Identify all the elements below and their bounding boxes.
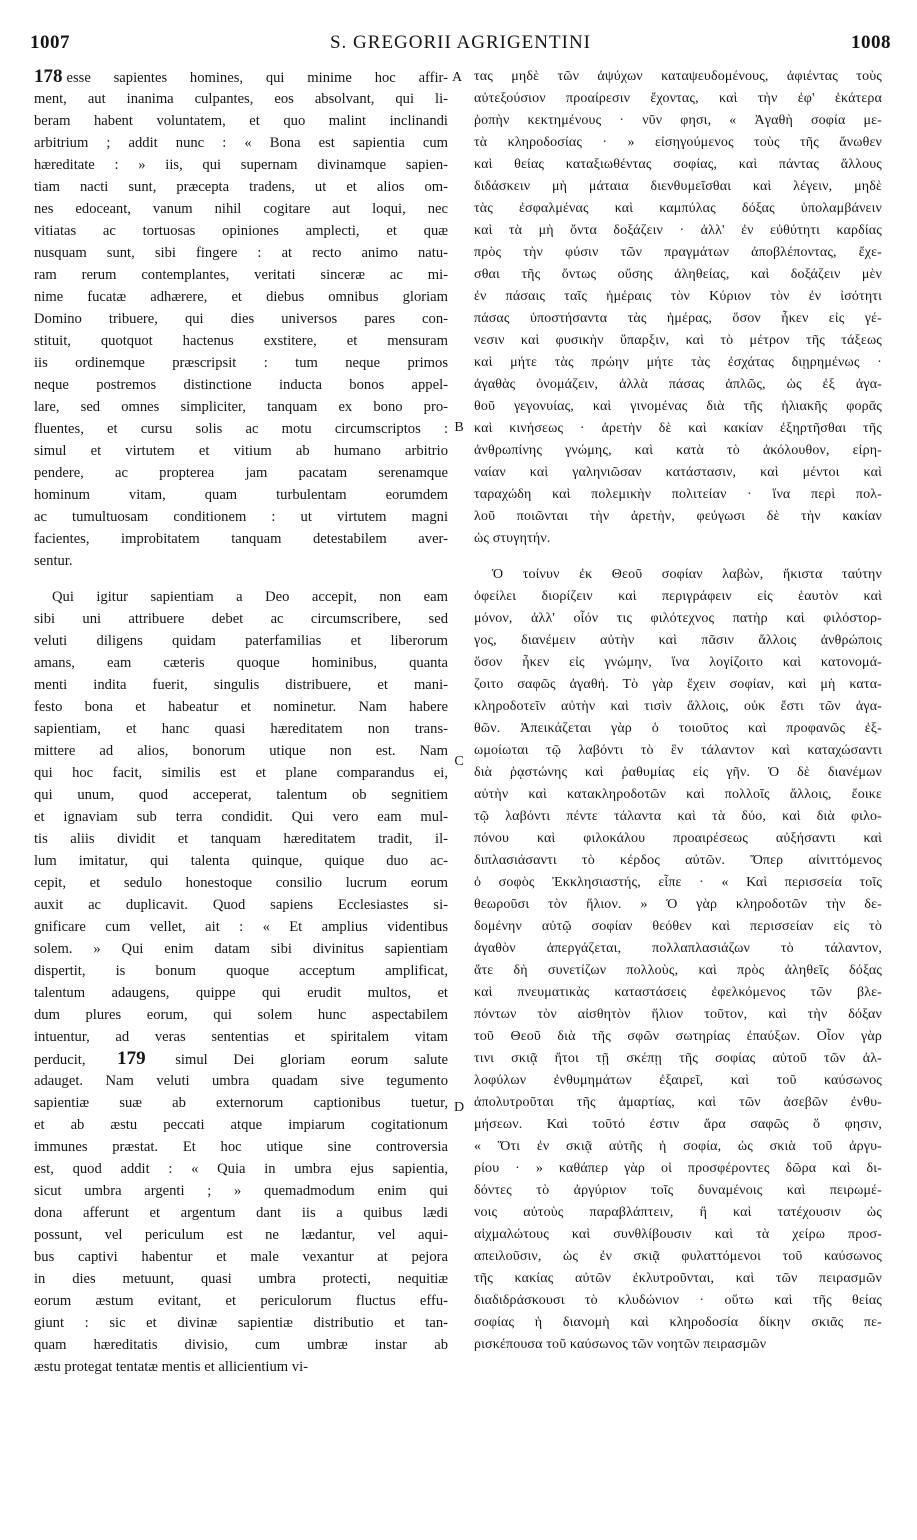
- latin-line: sibi uni attribuere debet ac circumscribere, sed: [34, 611, 448, 627]
- latin-line: immunes præstat. Et hoc utique sine controversia: [34, 1139, 448, 1155]
- latin-line: sapientiam, et hanc quasi hæreditatem non trans-: [34, 721, 448, 737]
- latin-line: in dies metuunt, quasi umbra protecti, nequitiæ: [34, 1271, 448, 1287]
- latin-line: hæreditate : » iis, qui supernam divinamque sapien-: [34, 157, 448, 173]
- latin-line: ment, aut inanima culpantes, eos absolvant, qui li-: [34, 91, 448, 107]
- latin-line: dona afferunt et argentum dant iis a quibus lædi: [34, 1205, 448, 1221]
- latin-line: qui unum, quod acceperat, talentum ob segnitiem: [34, 787, 448, 803]
- greek-line: τῷ λαβόντι πέντε τάλαντα καὶ τὰ δύο, καὶ διὰ φιλο-: [474, 809, 882, 824]
- left-page-number: 1007: [30, 32, 70, 53]
- greek-line: πόντων τὸν αἰσθητὸν ἥλιον τοῦτον, καὶ τὴν δόξαν: [474, 1007, 882, 1022]
- latin-line: pendere, ac propterea jam pacatam serenamque: [34, 465, 448, 481]
- latin-column: [34, 66, 448, 1378]
- right-page-number: 1008: [851, 32, 891, 53]
- latin-line: et ignaviam sub terra condidit. Qui vero eam mul-: [34, 809, 448, 825]
- section-marker-a: A: [451, 70, 463, 85]
- greek-line: ζοιτο σαφῶς ἀγαθή. Τὸ γὰρ ἔχειν σοφίαν, καὶ μὴ κατα-: [474, 677, 882, 692]
- greek-line: διαδιδράσκουσι τὸ κλυδώνιον · οὕτω καὶ τῆς θείας: [474, 1293, 882, 1308]
- latin-line: arbitrium ; addit nunc : « Bona est sapientia cum: [34, 135, 448, 151]
- greek-line: ῥοπὴν κεκτημένους · νῦν φησι, « Ἀγαθὴ σοφία με-: [474, 113, 882, 128]
- greek-line: τινι σκιᾷ ἤτοι τῇ σκέπῃ τῆς σοφίας αὐτοῦ τῶν ἀλ-: [474, 1051, 882, 1066]
- greek-line: σοφίας ἡ διανομὴ καὶ κληροδοσία δίκην σκιᾶς πε-: [474, 1315, 882, 1330]
- greek-line: ὀφείλει διορίζειν καὶ περιγράφειν εἰς ἑαυτὸν καὶ: [474, 589, 882, 604]
- greek-line: τὰ κληροδοσίας · » εἰσηγούμενος τοὺς τῆς ἄνωθεν: [474, 135, 882, 150]
- greek-line: ταραχώδη καὶ πολεμικὴν πολιτείαν · ἵνα περὶ πολ-: [474, 487, 882, 502]
- greek-line: αὐτὴν καὶ κατακληροδοτῶν καὶ πολλοῖς ἄλλοις, ἔοικε: [474, 787, 882, 802]
- running-title: S. GREGORII AGRIGENTINI: [329, 32, 591, 53]
- greek-line: πρὸς τὴν φύσιν τῶν πραγμάτων ἀποβλέποντας, ἔχε-: [474, 245, 882, 260]
- latin-line: ac tumultuosam conditionem : ut virtutem magni: [34, 509, 448, 525]
- greek-line: γος, διανέμειν αὐτὴν καὶ πᾶσιν ἄλλοις ἀνθρώποις: [474, 633, 882, 648]
- latin-line: sicut umbra argenti ; » quemadmodum enim qui: [34, 1183, 448, 1199]
- paragraph-gap: [474, 550, 882, 564]
- latin-line: cepit, et sedulo honestoque consilio lucrum eorum: [34, 875, 448, 891]
- greek-line: καὶ μήτε τὰς πρώην μήτε τὰς ἐσχάτας διῃρημένως ·: [474, 355, 882, 370]
- greek-line: καὶ τὰ μὴ ὄντα δοξάζειν · ἀλλ' ἐν εὐθύτητι καρδίας: [474, 223, 882, 238]
- greek-line: ἅτε δὴ συνετίζων πολλοὺς, καὶ πρὸς ἀληθεῖς δόξας: [474, 963, 882, 978]
- column-number: 179: [117, 1048, 146, 1069]
- greek-line: διδάσκειν μὴ μάταια διενθυμεῖσθαι καὶ λέγειν, μηδὲ: [474, 179, 882, 194]
- latin-line: sapientiæ suæ ab externorum captionibus tuetur,: [34, 1095, 448, 1111]
- greek-line: ναίαν καὶ γαληνιῶσαν κατάστασιν, καὶ μέντοι καὶ: [474, 465, 882, 480]
- greek-line: καὶ θείας καταξιωθέντας σοφίας, καὶ πάντας ἄλλους: [474, 157, 882, 172]
- latin-line: fluentes, et cursu solis ac motu circumscriptos :: [34, 421, 448, 437]
- greek-line: τας μηδὲ τῶν ἀψύχων καταψευδομένους, ἀφιέντας τοὺς: [474, 69, 882, 84]
- greek-line: θῶν. Ἀπεικάζεται γὰρ ὁ τοιοῦτος καὶ προφανῶς ἐξ-: [474, 721, 882, 736]
- latin-line: qui hoc facit, similis est et plane comparandus ei,: [34, 765, 448, 781]
- greek-line: ωμοίωται τῷ λαβόντι τὸ ἓν τάλαντον καὶ καταχώσαντι: [474, 743, 882, 758]
- greek-line: θοῦ γεγονυίας, καὶ γινομένας διὰ τῆς ἡλιακῆς φορᾶς: [474, 399, 882, 414]
- greek-line: καὶ πνευματικὰς καταστάσεις ἐφελκόμενος τῶν βλε-: [474, 985, 882, 1000]
- latin-line: sentur.: [34, 553, 73, 569]
- latin-line: nusquam sunt, sibi fingere : at recto animo natu-: [34, 245, 448, 261]
- latin-line: gnificare cum vellet, ait : « Et amplius videntibus: [34, 919, 448, 935]
- latin-line: nes edoceant, vanum nihil cogitare aut loqui, nec: [34, 201, 448, 217]
- latin-line-text: simul Dei gloriam eorum salute: [175, 1052, 448, 1068]
- greek-line: μήσεων. Καὶ τοῦτό ἐστιν ἄρα σαφῶς ὅ φησιν,: [474, 1117, 882, 1132]
- latin-line: neque postremos distinctione inducta bonos appel-: [34, 377, 448, 393]
- column-number: 178: [34, 66, 63, 87]
- latin-line: adauget. Nam veluti umbra quadam sive tegumento: [34, 1073, 448, 1089]
- latin-line: est, quod addit : « Quia in umbra ejus sapientia,: [34, 1161, 448, 1177]
- greek-line: ρισκέπουσα τοῦ καύσωνος τῶν νοητῶν πειρασμῶν: [474, 1337, 767, 1352]
- greek-line: τῆς κακίας αὐτῶν ἐκλυτροῦνται, καὶ τῶν πειρασμῶν: [474, 1271, 882, 1286]
- greek-line: λοῦ ποιῶνται τὴν ἀρετὴν, φεύγωσι δὲ τὴν κακίαν: [474, 509, 882, 524]
- greek-line: ἀγαθὸν ἀπεργάζεται, πολλαπλασιάζων τὸ τάλαντον,: [474, 941, 882, 956]
- greek-line: πάσας ὑποστήσαντα τὰς ἡμέρας, ὅσον ἦκεν εἰς γέ-: [474, 311, 882, 326]
- latin-line: Qui igitur sapientiam a Deo accepit, non eam: [52, 589, 448, 605]
- latin-line: festo bona et habeatur et nominetur. Nam habere: [34, 699, 448, 715]
- paragraph-gap: [34, 572, 448, 586]
- greek-line: αὐτεξούσιον προαίρεσιν ἔχοντας, καὶ τὴν ἐφ' ἑκάτερα: [474, 91, 882, 106]
- section-marker-b: B: [454, 420, 464, 435]
- latin-line: dum plures eorum, qui solem hunc aspectabilem: [34, 1007, 448, 1023]
- section-marker-d: D: [453, 1100, 465, 1115]
- greek-line: αἰχμαλώτους καὶ συνθλίβουσιν καὶ τὰ χείρω προσ-: [474, 1227, 882, 1242]
- latin-line: [34, 1048, 448, 1070]
- greek-line: απειλοῦσιν, ὡς ἐν σκιᾷ φυλαττόμενοι τοῦ καύσωνος: [474, 1249, 882, 1264]
- latin-line: simul et virtutem et vitium ab humano arbitrio: [34, 443, 448, 459]
- greek-line: ὅσον ἦκεν εἰς γνώμην, ἵνα λογίζοιτο καὶ κατονομά-: [474, 655, 882, 670]
- latin-line: talentum adaugens, quippe qui erudit multos, et: [34, 985, 448, 1001]
- latin-line: nime fucatæ adhærere, et diebus omnibus gloriam: [34, 289, 448, 305]
- latin-line: Domino tribuere, qui dies universos pares con-: [34, 311, 448, 327]
- latin-line: tiam nacti sunt, præcepta tradens, ut et alios om-: [34, 179, 448, 195]
- greek-line: τὰς ἐσφαλμένας καὶ καμπύλας δόξας ὑπολαμβάνειν: [474, 201, 882, 216]
- latin-line: beram habent voluntatem, et quo malint inclinandi: [34, 113, 448, 129]
- greek-line: « Ὅτι ἐν σκιᾷ αὐτῆς ἡ σοφία, ὡς σκιὰ τοῦ ἀργυ-: [474, 1139, 882, 1154]
- latin-line: amans, eam cæteris quoque hominibus, quanta: [34, 655, 448, 671]
- greek-line: ὁ σοφὸς Ἐκκλησιαστής, εἶπε · « Καὶ περισσεία τοῖς: [474, 875, 882, 890]
- greek-line: νοις αὐτοὺς παραβλάπτειν, ἢ καὶ τατέχουσιν ὡς: [474, 1205, 882, 1220]
- latin-line: auxit ac duplicavit. Quod sapiens Ecclesiastes si-: [34, 897, 448, 913]
- greek-line: διὰ ῥᾳστώνης καὶ ῥαθυμίας εἰς γῆν. Ὁ δὲ διανέμων: [474, 765, 882, 780]
- greek-line: ἀπολυτροῦται τῆς ἁμαρτίας, καὶ τῶν ἀσεβῶν ἐνθυ-: [474, 1095, 882, 1110]
- greek-line: ἐν πάσαις ταῖς ἡμέραις τὸν Κύριον τὸν ἐν ἰσότητι: [474, 289, 882, 304]
- greek-line: λοφύλων ἐνθυμημάτων ἐξαιρεῖ, καὶ τοῦ καύσωνος: [474, 1073, 882, 1088]
- running-header: [30, 30, 891, 60]
- latin-line: vitiatas ac tortuosas opiniones amplecti, et quæ: [34, 223, 448, 239]
- greek-line: μόνον, ἀλλ' οἷόν τις φιλότεχνος πατὴρ καὶ φιλόστορ-: [474, 611, 882, 626]
- latin-line: hominum vitam, quam turbulentam eorumdem: [34, 487, 448, 503]
- greek-line: τοῦ Θεοῦ διὰ τῆς σφῶν σωτηρίας ἐπαύξων. Οἷον γὰρ: [474, 1029, 882, 1044]
- section-marker-c: C: [454, 754, 464, 769]
- greek-line: δομένην αὐτῷ σοφίαν θεόθεν καὶ περισσείαν εἰς τὸ: [474, 919, 882, 934]
- latin-line-text: esse sapientes homines, qui minime hoc affir-: [66, 70, 448, 86]
- greek-line: ἀγαθὰς ὀνομάζειν, ἀλλὰ πάσας ἁπλῶς, ὡς ἐξ ἀγα-: [474, 377, 882, 392]
- latin-line: quam hæreditatis divisio, cum umbræ instar ab: [34, 1337, 448, 1353]
- greek-line: δόντες τὸ ἀργύριον τοῖς δυναμένοις καὶ πειρωμέ-: [474, 1183, 882, 1198]
- latin-line: bus captivi habentur et male vexantur at pejora: [34, 1249, 448, 1265]
- greek-line: Ὁ τοίνυν ἐκ Θεοῦ σοφίαν λαβὼν, ἥκιστα ταύτην: [492, 567, 882, 582]
- latin-line: possunt, vel periculum est ne lædantur, vel aqui-: [34, 1227, 448, 1243]
- greek-line: θεωροῦσι τὸν ἥλιον. » Ὁ γὰρ κληροδοτῶν τὴν δε-: [474, 897, 882, 912]
- latin-line: tis aliis dividit et tanquam hæreditatem tradit, il-: [34, 831, 448, 847]
- latin-line: veluti diligens quidam paterfamilias et liberorum: [34, 633, 448, 649]
- latin-line: menti indita fuerit, singulis distribuere, et mani-: [34, 677, 448, 693]
- greek-line: ἀνθρωπίνης γνώμης, καὶ κατὰ τὸ ἀκόλουθον, εἰρη-: [474, 443, 882, 458]
- latin-line: ram rerum contemplantes, veritati sinceræ ac mi-: [34, 267, 448, 283]
- latin-line: giunt : sic et divinæ sapientiæ distributio et tan-: [34, 1315, 448, 1331]
- greek-column: [474, 66, 882, 1356]
- greek-line: πόνου καὶ φιλοκάλου προαιρέσεως αὐξήσαντι καὶ: [474, 831, 882, 846]
- greek-line: ρίου · » καθάπερ γὰρ οἱ προσφέροντες δῶρα καὶ δι-: [474, 1161, 882, 1176]
- latin-line: et ab æstu peccati atque impiarum cogitationum: [34, 1117, 448, 1133]
- latin-line: stituit, quotquot hactenus exstitere, et mensuram: [34, 333, 448, 349]
- latin-line-text: perducit,: [34, 1052, 86, 1068]
- greek-line: σθαι τῆς ὄντως οὔσης ἀληθείας, καὶ δοξάζειν μὲν: [474, 267, 882, 282]
- latin-line: facientes, improbitatem tanquam detestabilem aver-: [34, 531, 448, 547]
- greek-line: ὡς στυγητήν.: [474, 531, 551, 546]
- greek-line: κληροδοτεῖν αὐτὴν καὶ τισὶν ἄλλοις, οὐκ ἔστι τῶν ἀγα-: [474, 699, 882, 714]
- latin-line: dispertit, is bonum quoque acceptum amplificat,: [34, 963, 448, 979]
- latin-line: eorum æstum evitant, et periculorum fluctus effu-: [34, 1293, 448, 1309]
- greek-line: νεσιν καὶ φυσικὴν ὕπαρξιν, καὶ τὸ μέτρον τῆς τάξεως: [474, 333, 882, 348]
- latin-line: iis ordinemque præscripsit : tum neque primos: [34, 355, 448, 371]
- greek-line: καὶ κινήσεως · ἀρετὴν δὲ καὶ κακίαν ἐξηρτῆσθαι τῆς: [474, 421, 882, 436]
- latin-line: solem. » Qui enim datam sibi divinitus sapientiam: [34, 941, 448, 957]
- latin-line: [34, 66, 448, 88]
- latin-line: lum imitatur, qui talenta quinque, quique duo ac-: [34, 853, 448, 869]
- latin-line: æstu protegat tentatæ mentis et allicientium vi-: [34, 1359, 308, 1375]
- greek-line: διπλασιάσαντι τὸ κέρδος αὐτῶν. Ὅπερ αἰνιττόμενος: [474, 853, 882, 868]
- latin-line: intuentur, ad veras sententias et spiritalem vitam: [34, 1029, 448, 1045]
- latin-line: lare, sed omnes simpliciter, tanquam ex bono pro-: [34, 399, 448, 415]
- latin-line: mittere ad alios, bonorum utique non est. Nam: [34, 743, 448, 759]
